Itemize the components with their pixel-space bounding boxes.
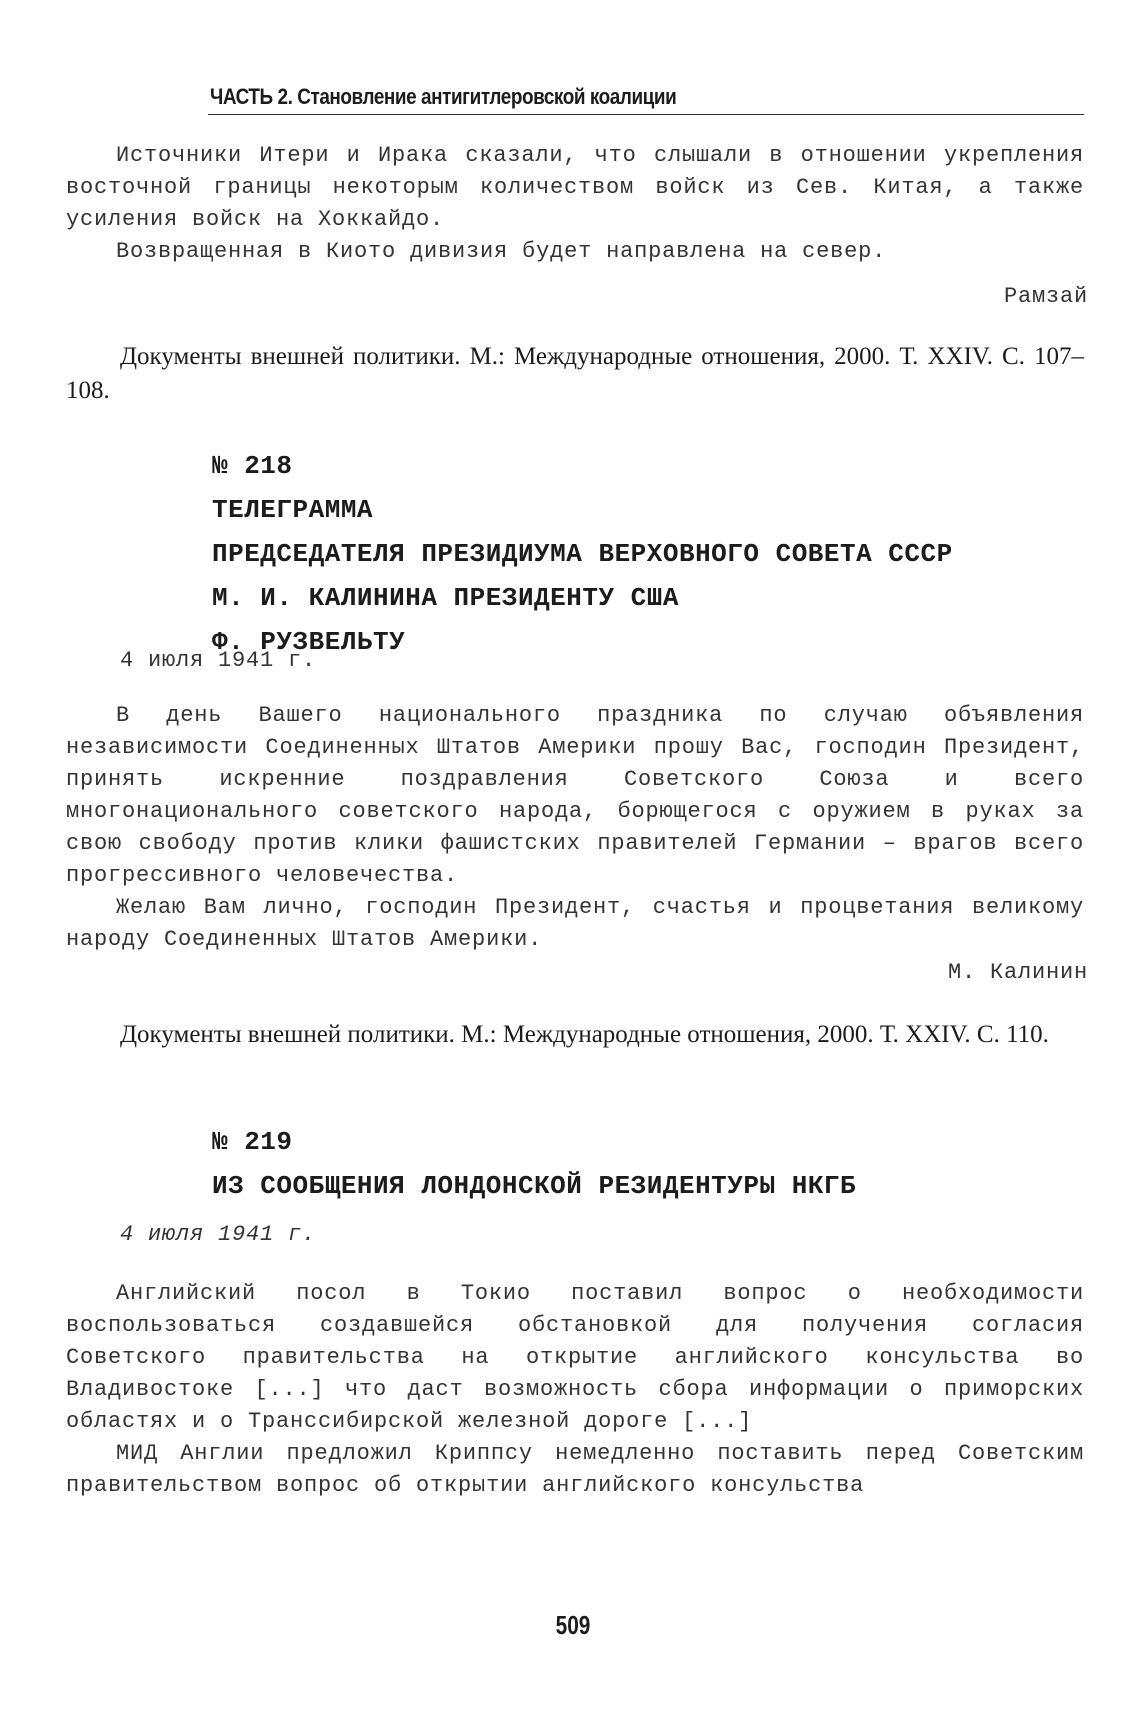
running-header: ЧАСТЬ 2. Становление антигитлеровской коалиции [210,84,677,109]
doc218-title-line-4: Ф. РУЗВЕЛЬТУ [212,627,406,657]
doc217-source-text: Документы внешней политики. М.: Международные отношения, 2000. Т. XXIV. С. 107–108. [66,343,1084,404]
doc218-source [66,1018,1084,1052]
doc219-title-line-1: ИЗ СООБЩЕНИЯ ЛОНДОНСКОЙ РЕЗИДЕНТУРЫ НКГБ [212,1171,857,1201]
doc218-title-line-1: ТЕЛЕГРАММА [212,495,374,525]
doc218-paragraph-2: Желаю Вам лично, господин Президент, счастья и процветания великому народу Соединенных Штатов Америки. [66,895,1084,952]
doc217-body [66,140,1084,268]
doc219-paragraph-1: Английский посол в Токио поставил вопрос о необходимости воспользоваться создавшейся обстановкой для получения согласия Советского правительства на открытие английского консульства во Владивостоке [...] что даст возможность сбора информации о приморских областях и о Транссибирской железной дороге [...] [66,1281,1084,1434]
doc217-paragraph-1: Источники Итери и Ирака сказали, что слышали в отношении укрепления восточной границы некоторым количеством войск из Сев. Китая, а также усиления войск на Хоккайдо. [66,143,1084,232]
doc217-paragraph-2: Возвращенная в Киото дивизия будет направлена на север. [116,239,887,264]
doc219-title [212,1120,856,1208]
doc218-date: 4 июля 1941 г. [120,648,317,673]
doc218-paragraph-1: В день Вашего национального праздника по случаю объявления независимости Соединенных Штатов Америки прошу Вас, господин Президент, принять искренние поздравления Советского Союза и всего многонационального советского народа, борющегося с оружием в руках за свою свободу против клики фашистских правителей Германии – врагов всего прогрессивного человечества. [66,703,1084,888]
doc218-number: № 218 [212,451,293,481]
header-rule [208,114,1084,115]
doc218-source-text: Документы внешней политики. М.: Международные отношения, 2000. Т. XXIV. С. 110. [120,1021,1049,1048]
doc219-date: 4 июля 1941 г. [120,1222,317,1247]
doc219-number: № 219 [212,1127,293,1157]
doc218-signature: М. Калинин [947,960,1088,985]
doc219-paragraph-2: МИД Англии предложил Криппсу немедленно поставить перед Советским правительством вопрос об открытии английского консульства [66,1441,1084,1498]
doc218-title [212,444,953,664]
page-number: 509 [555,1610,591,1640]
doc217-signature: Рамзай [1003,284,1088,309]
doc218-body [66,700,1084,956]
doc218-title-line-3: М. И. КАЛИНИНА ПРЕЗИДЕНТУ США [212,583,679,613]
doc218-title-line-2: ПРЕДСЕДАТЕЛЯ ПРЕЗИДИУМА ВЕРХОВНОГО СОВЕТА СССР [212,539,953,569]
doc217-source [66,340,1084,408]
doc219-body [66,1278,1084,1502]
